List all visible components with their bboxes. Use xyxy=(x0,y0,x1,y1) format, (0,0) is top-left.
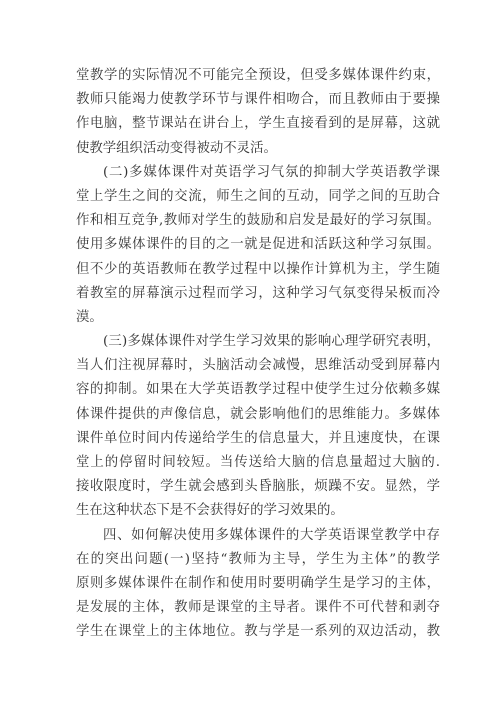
paragraph-3-line-2: 原则多媒体课件在制作和使用时要明确学生是学习的主体， xyxy=(76,575,440,591)
paragraph-0-line-2: 作电脑，整节课站在讲台上，学生直接看到的是屏幕，这就 xyxy=(76,116,440,132)
paragraph-2-line-0: (三)多媒体课件对学生学习效果的影响心理学研究表明， xyxy=(103,334,440,350)
paragraph-1-line-0: (二)多媒体课件对英语学习气氛的抑制大学英语教学课 xyxy=(103,164,440,180)
document-body xyxy=(76,64,440,645)
paragraph-2-line-2: 容的抑制。如果在大学英语教学过程中使学生过分依赖多媒 xyxy=(76,382,440,398)
paragraph-2-line-1: 当人们注视屏幕时，头脑活动会减慢，思维活动受到屏幕内 xyxy=(76,358,440,374)
paragraph-1-line-4: 但不少的英语教师在教学过程中以操作计算机为主，学生随 xyxy=(76,261,440,277)
paragraph-3-line-0: 四、如何解决使用多媒体课件的大学英语课堂教学中存 xyxy=(103,527,440,543)
paragraph-1-line-3: 使用多媒体课件的目的之一就是促进和活跃这种学习氛围。 xyxy=(76,237,440,253)
paragraph-3-line-4: 学生在课堂上的主体地位。教与学是一系列的双边活动，教 xyxy=(76,624,440,640)
paragraph-1-line-1: 堂上学生之间的交流，师生之间的互动，同学之间的互助合 xyxy=(76,188,440,204)
paragraph-1-line-2: 作和相互竞争,教师对学生的鼓励和启发是最好的学习氛围。 xyxy=(76,213,440,229)
paragraph-3-line-3: 是发展的主体，教师是课堂的主导者。课件不可代替和剥夺 xyxy=(76,600,440,616)
paragraph-1-line-6: 漠。 xyxy=(76,309,103,325)
paragraph-0-line-3: 使教学组织活动变得被动不灵活。 xyxy=(76,140,277,156)
paragraph-3-line-1: 在的突出问题(一)坚持“教师为主导，学生为主体”的教学 xyxy=(76,551,440,567)
paragraph-2-line-6: 接收限度时，学生就会感到头昏脑胀，烦躁不安。显然，学 xyxy=(76,479,440,495)
paragraph-2-line-4: 课件单位时间内传递给学生的信息量大，并且速度快，在课 xyxy=(76,430,440,446)
paragraph-2-line-5: 堂上的停留时间较短。当传送给大脑的信息量超过大脑的. xyxy=(76,455,440,470)
paragraph-1-line-5: 着教室的屏幕演示过程而学习，这种学习气氛变得呆板而冷 xyxy=(76,285,440,301)
paragraph-0-line-0: 堂教学的实际情况不可能完全预设，但受多媒体课件约束， xyxy=(76,68,440,83)
paragraph-2-line-3: 体课件提供的声像信息，就会影响他们的思维能力。多媒体 xyxy=(76,406,440,422)
paragraph-2-line-7: 生在这种状态下是不会获得好的学习效果的。 xyxy=(76,503,344,519)
paragraph-0-line-1: 教师只能竭力使教学环节与课件相吻合，而且教师由于要操 xyxy=(76,92,440,108)
